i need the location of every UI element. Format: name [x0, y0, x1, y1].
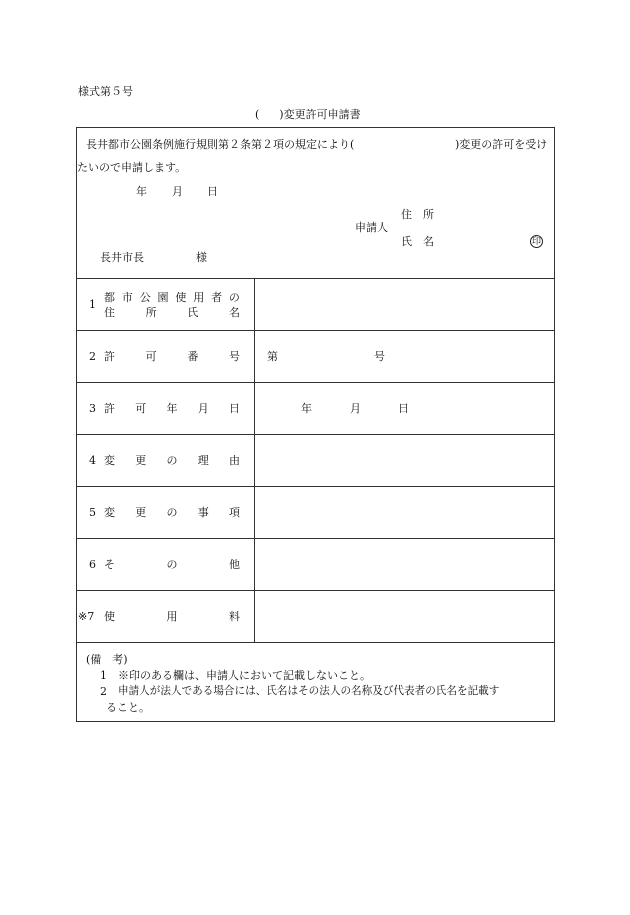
statement-line2: たいので申請します。: [77, 161, 187, 174]
divider-row6: [76, 590, 555, 591]
row2-char: 可: [145, 350, 157, 363]
row1-char: 者: [211, 291, 223, 304]
title-text: 変更許可申請書: [283, 108, 361, 121]
row5-number: 5: [89, 506, 96, 519]
row7-number: ※7: [78, 610, 95, 623]
row1-char: 所: [145, 306, 157, 319]
row7-char: 料: [229, 610, 240, 623]
note2-text-line1: 申請人が法人である場合には、氏名はその法人の名称及び代表者の氏名を記載す: [118, 685, 500, 697]
row2-char: 号: [228, 350, 240, 363]
title-open-paren: (: [255, 108, 260, 121]
row7-label: [104, 611, 240, 622]
row1-char: 使: [175, 291, 187, 304]
row5-char: 項: [229, 506, 240, 519]
row6-char: 他: [229, 558, 240, 571]
row5-label: [104, 507, 240, 518]
seal-mark: 印: [531, 237, 541, 247]
title-close-paren: ): [279, 108, 284, 121]
divider-row4: [76, 486, 555, 487]
permit-number-prefix: 第: [267, 350, 278, 363]
permit-date-year: 年: [301, 402, 312, 415]
honorific: 様: [196, 251, 207, 264]
divider-header: [76, 278, 555, 279]
row2-number: 2: [89, 350, 96, 363]
row1-char: 都: [104, 291, 115, 304]
row5-char: 更: [135, 506, 147, 519]
date-day: 日: [207, 185, 218, 198]
row1-char: 氏: [187, 306, 199, 319]
statement-line1-a: 長井都市公園条例施行規則第２条第２項の規定により(: [86, 138, 355, 151]
permit-date-month: 月: [350, 402, 361, 415]
row6-char: の: [166, 558, 178, 571]
divider-row2: [76, 382, 555, 383]
row2-char: 番: [187, 350, 199, 363]
row4-char: 更: [135, 454, 147, 467]
form-table-frame: [76, 127, 555, 722]
column-divider: [254, 278, 255, 642]
row1-char: の: [228, 291, 240, 304]
row4-char: 変: [104, 454, 115, 467]
date-year: 年: [136, 185, 147, 198]
document-title: [255, 109, 361, 120]
row7-char: 用: [166, 610, 178, 623]
row4-char: 理: [197, 454, 209, 467]
row1-char: 名: [228, 306, 240, 319]
divider-row5: [76, 538, 555, 539]
row7-char: 使: [104, 610, 115, 623]
row3-char: 月: [197, 402, 209, 415]
row5-char: の: [166, 506, 178, 519]
row6-number: 6: [89, 558, 96, 571]
row1-char: 住: [104, 306, 115, 319]
row1-number: 1: [89, 298, 96, 311]
row1-char: 園: [157, 291, 169, 304]
permit-number-suffix: 号: [374, 350, 385, 363]
row3-number: 3: [89, 402, 96, 415]
row1-char: 市: [121, 291, 133, 304]
row3-char: 日: [229, 402, 240, 415]
row2-char: 許: [104, 350, 115, 363]
row2-label: [104, 351, 240, 362]
statement-line1-b: )変更の許可を受け: [455, 138, 548, 151]
row3-char: 許: [104, 402, 115, 415]
row4-char: の: [166, 454, 178, 467]
permit-date-day: 日: [398, 402, 409, 415]
note1-number: 1: [100, 669, 107, 682]
divider-row1: [76, 330, 555, 331]
note1-text: ※印のある欄は、申請人において記載しないこと。: [118, 669, 371, 682]
row4-number: 4: [89, 454, 96, 467]
row1-char: 用: [193, 291, 205, 304]
address-label: 住 所: [401, 208, 434, 221]
row6-label: [104, 559, 240, 570]
row3-label: [104, 403, 240, 414]
date-month: 月: [172, 185, 183, 198]
row6-char: そ: [104, 558, 115, 571]
row3-char: 年: [166, 402, 178, 415]
note2-text-line2: ること。: [106, 701, 150, 714]
row5-char: 事: [197, 506, 209, 519]
form-number: 様式第５号: [78, 85, 133, 98]
row1-label-line2: [104, 307, 240, 318]
row4-label: [104, 455, 240, 466]
notes-heading: (備 考): [86, 653, 128, 666]
row1-label-line1: [104, 292, 240, 303]
row1-char: 公: [139, 291, 151, 304]
divider-row7: [76, 642, 555, 643]
name-label: 氏 名: [401, 235, 434, 248]
divider-row3: [76, 434, 555, 435]
applicant-label: 申請人: [355, 221, 388, 234]
note2-number: 2: [100, 685, 107, 698]
row4-char: 由: [229, 454, 240, 467]
addressee: 長井市長: [100, 251, 144, 264]
row3-char: 可: [135, 402, 147, 415]
row5-char: 変: [104, 506, 115, 519]
